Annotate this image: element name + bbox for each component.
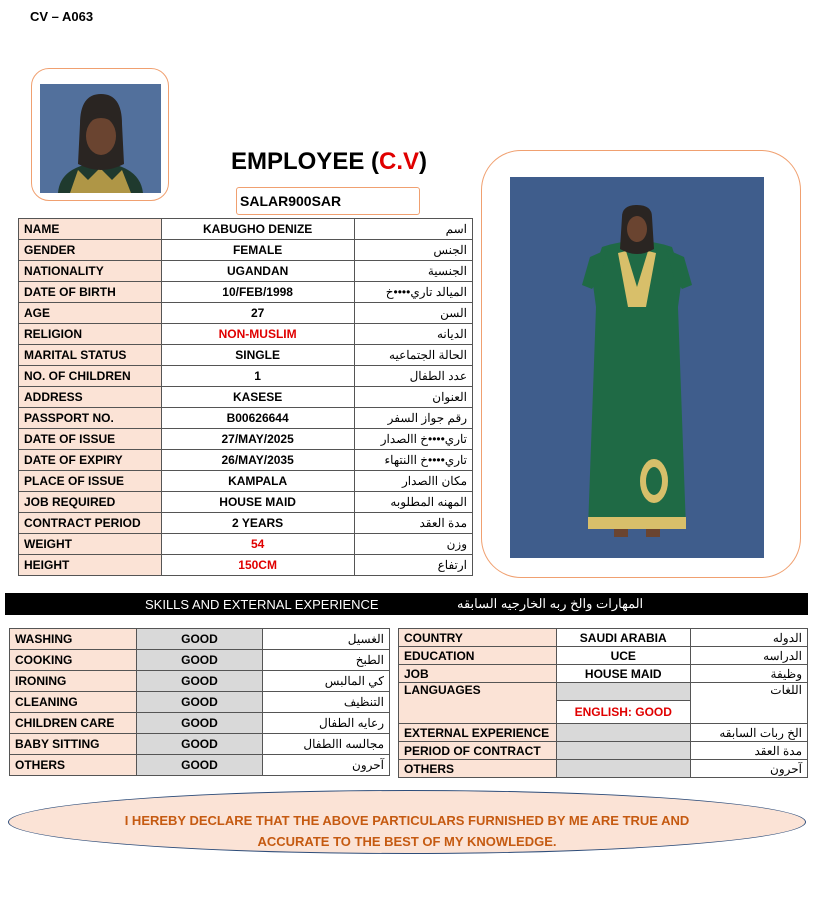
skills-header-bar xyxy=(5,593,808,615)
field-label: JOB REQUIRED xyxy=(19,492,162,513)
skill-level: GOOD xyxy=(136,755,263,776)
field-value: HOUSE MAID xyxy=(161,492,354,513)
field-value: 54 xyxy=(161,534,354,555)
field-label: GENDER xyxy=(19,240,162,261)
skill-label-arabic: كي المالبس xyxy=(263,671,390,692)
personal-row-contract-period xyxy=(19,513,473,534)
exp-value: SAUDI ARABIA xyxy=(556,629,690,647)
exp-value: HOUSE MAID xyxy=(556,665,690,683)
exp-label-arabic: الدراسه xyxy=(690,647,807,665)
personal-row-address xyxy=(19,387,473,408)
field-label-arabic: السن xyxy=(354,303,472,324)
personal-row-weight xyxy=(19,534,473,555)
personal-row-name xyxy=(19,219,473,240)
page-title xyxy=(200,148,458,176)
field-value: KABUGHO DENIZE xyxy=(161,219,354,240)
exp-value xyxy=(556,760,690,778)
field-value: 26/MAY/2035 xyxy=(161,450,354,471)
fullbody-photo xyxy=(510,177,764,558)
field-label-arabic: الجنسية xyxy=(354,261,472,282)
skills-header-arabic: المهارات والخ ربه الخارجيه السابقه xyxy=(457,596,644,611)
field-label-arabic: تاري••••خ االنتهاء xyxy=(354,450,472,471)
headshot-photo xyxy=(40,84,161,193)
title-close: ) xyxy=(419,148,428,175)
title-main: EMPLOYEE ( xyxy=(230,148,379,175)
field-label-arabic: اسم xyxy=(354,219,472,240)
field-label: CONTRACT PERIOD xyxy=(19,513,162,534)
declaration-banner xyxy=(8,790,806,854)
field-value: 2 YEARS xyxy=(161,513,354,534)
exp-label: PERIOD OF CONTRACT xyxy=(399,742,557,760)
skill-level: GOOD xyxy=(136,713,263,734)
exp-label-arabic: وظيفة xyxy=(690,665,807,683)
skill-level: GOOD xyxy=(136,629,263,650)
skill-level: GOOD xyxy=(136,734,263,755)
field-label-arabic: الميالد تاري••••خ xyxy=(354,282,472,303)
exp-label: COUNTRY xyxy=(399,629,557,647)
exp-row-external xyxy=(399,724,808,742)
skill-row-cooking xyxy=(10,650,390,671)
field-value: 10/FEB/1998 xyxy=(161,282,354,303)
field-value: KASESE xyxy=(161,387,354,408)
field-value: FEMALE xyxy=(161,240,354,261)
exp-label: LANGUAGES xyxy=(399,683,557,724)
field-label: NAME xyxy=(19,219,162,240)
personal-row-passport xyxy=(19,408,473,429)
personal-row-date-of-issue xyxy=(19,429,473,450)
skill-level: GOOD xyxy=(136,650,263,671)
skill-label-arabic: مجالسه االطفال xyxy=(263,734,390,755)
skill-label: CHILDREN CARE xyxy=(10,713,137,734)
personal-row-place-of-issue xyxy=(19,471,473,492)
skill-label-arabic: رعايه الطفال xyxy=(263,713,390,734)
reference-code: SALAR900SAR xyxy=(240,193,342,209)
skill-label-arabic: التنظيف xyxy=(263,692,390,713)
field-value: UGANDAN xyxy=(161,261,354,282)
skill-row-ironing xyxy=(10,671,390,692)
exp-value xyxy=(556,742,690,760)
personal-row-date-of-birth xyxy=(19,282,473,303)
exp-label: JOB xyxy=(399,665,557,683)
skill-label: OTHERS xyxy=(10,755,137,776)
personal-row-date-of-expiry xyxy=(19,450,473,471)
skill-label: COOKING xyxy=(10,650,137,671)
skill-row-baby-sitting xyxy=(10,734,390,755)
skill-row-others xyxy=(10,755,390,776)
skill-level: GOOD xyxy=(136,671,263,692)
field-label: DATE OF BIRTH xyxy=(19,282,162,303)
field-value: B00626644 xyxy=(161,408,354,429)
field-label: AGE xyxy=(19,303,162,324)
field-label-arabic: الديانه xyxy=(354,324,472,345)
skills-header-english: SKILLS AND EXTERNAL EXPERIENCE xyxy=(145,597,379,612)
field-value: SINGLE xyxy=(161,345,354,366)
skill-row-cleaning xyxy=(10,692,390,713)
skill-label: WASHING xyxy=(10,629,137,650)
personal-row-children xyxy=(19,366,473,387)
declaration-text xyxy=(69,810,745,852)
field-value: 27 xyxy=(161,303,354,324)
field-label: RELIGION xyxy=(19,324,162,345)
field-label: ADDRESS xyxy=(19,387,162,408)
field-label: HEIGHT xyxy=(19,555,162,576)
field-label-arabic: الحالة الجتماعيه xyxy=(354,345,472,366)
exp-language-value: ENGLISH: GOOD xyxy=(556,701,690,724)
exp-label-arabic: مدة العقد xyxy=(690,742,807,760)
exp-label: EDUCATION xyxy=(399,647,557,665)
field-label-arabic: عدد الطفال xyxy=(354,366,472,387)
declaration-line-2: ACCURATE TO THE BEST OF MY KNOWLEDGE. xyxy=(257,834,557,849)
field-label-arabic: الجنس xyxy=(354,240,472,261)
skill-label: IRONING xyxy=(10,671,137,692)
reference-box xyxy=(236,187,420,215)
personal-row-gender xyxy=(19,240,473,261)
skill-label-arabic: آحرون xyxy=(263,755,390,776)
skill-label: BABY SITTING xyxy=(10,734,137,755)
skill-label-arabic: الطبخ xyxy=(263,650,390,671)
exp-label: EXTERNAL EXPERIENCE xyxy=(399,724,557,742)
fullbody-frame xyxy=(481,150,801,578)
skill-label-arabic: الغسيل xyxy=(263,629,390,650)
exp-row-job xyxy=(399,665,808,683)
exp-row-period xyxy=(399,742,808,760)
exp-label-arabic: الدوله xyxy=(690,629,807,647)
field-label-arabic: رقم جواز السفر xyxy=(354,408,472,429)
field-label-arabic: تاري••••خ االصدار xyxy=(354,429,472,450)
field-label-arabic: العنوان xyxy=(354,387,472,408)
field-label: DATE OF ISSUE xyxy=(19,429,162,450)
field-value: 27/MAY/2025 xyxy=(161,429,354,450)
title-accent: C.V xyxy=(379,148,420,175)
field-value: NON-MUSLIM xyxy=(161,324,354,345)
field-label-arabic: مدة العقد xyxy=(354,513,472,534)
field-label: PASSPORT NO. xyxy=(19,408,162,429)
field-label-arabic: ارتفاع xyxy=(354,555,472,576)
personal-details-table xyxy=(18,218,473,576)
field-label: WEIGHT xyxy=(19,534,162,555)
exp-value xyxy=(556,724,690,742)
field-label-arabic: مكان االصدار xyxy=(354,471,472,492)
exp-row-others xyxy=(399,760,808,778)
skill-level: GOOD xyxy=(136,692,263,713)
exp-label-arabic: آحرون xyxy=(690,760,807,778)
skill-row-children-care xyxy=(10,713,390,734)
exp-row-education xyxy=(399,647,808,665)
exp-label-arabic: اللغات xyxy=(690,683,807,724)
field-value: KAMPALA xyxy=(161,471,354,492)
exp-row-languages xyxy=(399,683,808,701)
field-label: PLACE OF ISSUE xyxy=(19,471,162,492)
field-label: DATE OF EXPIRY xyxy=(19,450,162,471)
exp-row-country xyxy=(399,629,808,647)
field-value: 1 xyxy=(161,366,354,387)
experience-table xyxy=(398,628,808,778)
declaration-line-1: I HEREBY DECLARE THAT THE ABOVE PARTICULARS FURNISHED BY ME ARE TRUE AND xyxy=(124,813,690,828)
exp-value: UCE xyxy=(556,647,690,665)
skill-row-washing xyxy=(10,629,390,650)
field-value: 150CM xyxy=(161,555,354,576)
headshot-frame xyxy=(31,68,169,201)
personal-row-nationality xyxy=(19,261,473,282)
field-label-arabic: المهنه المطلوبه xyxy=(354,492,472,513)
skill-label: CLEANING xyxy=(10,692,137,713)
personal-row-marital-status xyxy=(19,345,473,366)
personal-row-height xyxy=(19,555,473,576)
cv-code: CV – A063 xyxy=(30,9,94,24)
exp-label: OTHERS xyxy=(399,760,557,778)
exp-value xyxy=(556,683,690,701)
personal-row-job-required xyxy=(19,492,473,513)
field-label-arabic: وزن xyxy=(354,534,472,555)
field-label: MARITAL STATUS xyxy=(19,345,162,366)
field-label: NATIONALITY xyxy=(19,261,162,282)
personal-row-religion xyxy=(19,324,473,345)
personal-row-age xyxy=(19,303,473,324)
field-label: NO. OF CHILDREN xyxy=(19,366,162,387)
skills-table xyxy=(9,628,390,776)
exp-label-arabic: الخ ربات السابقه xyxy=(690,724,807,742)
